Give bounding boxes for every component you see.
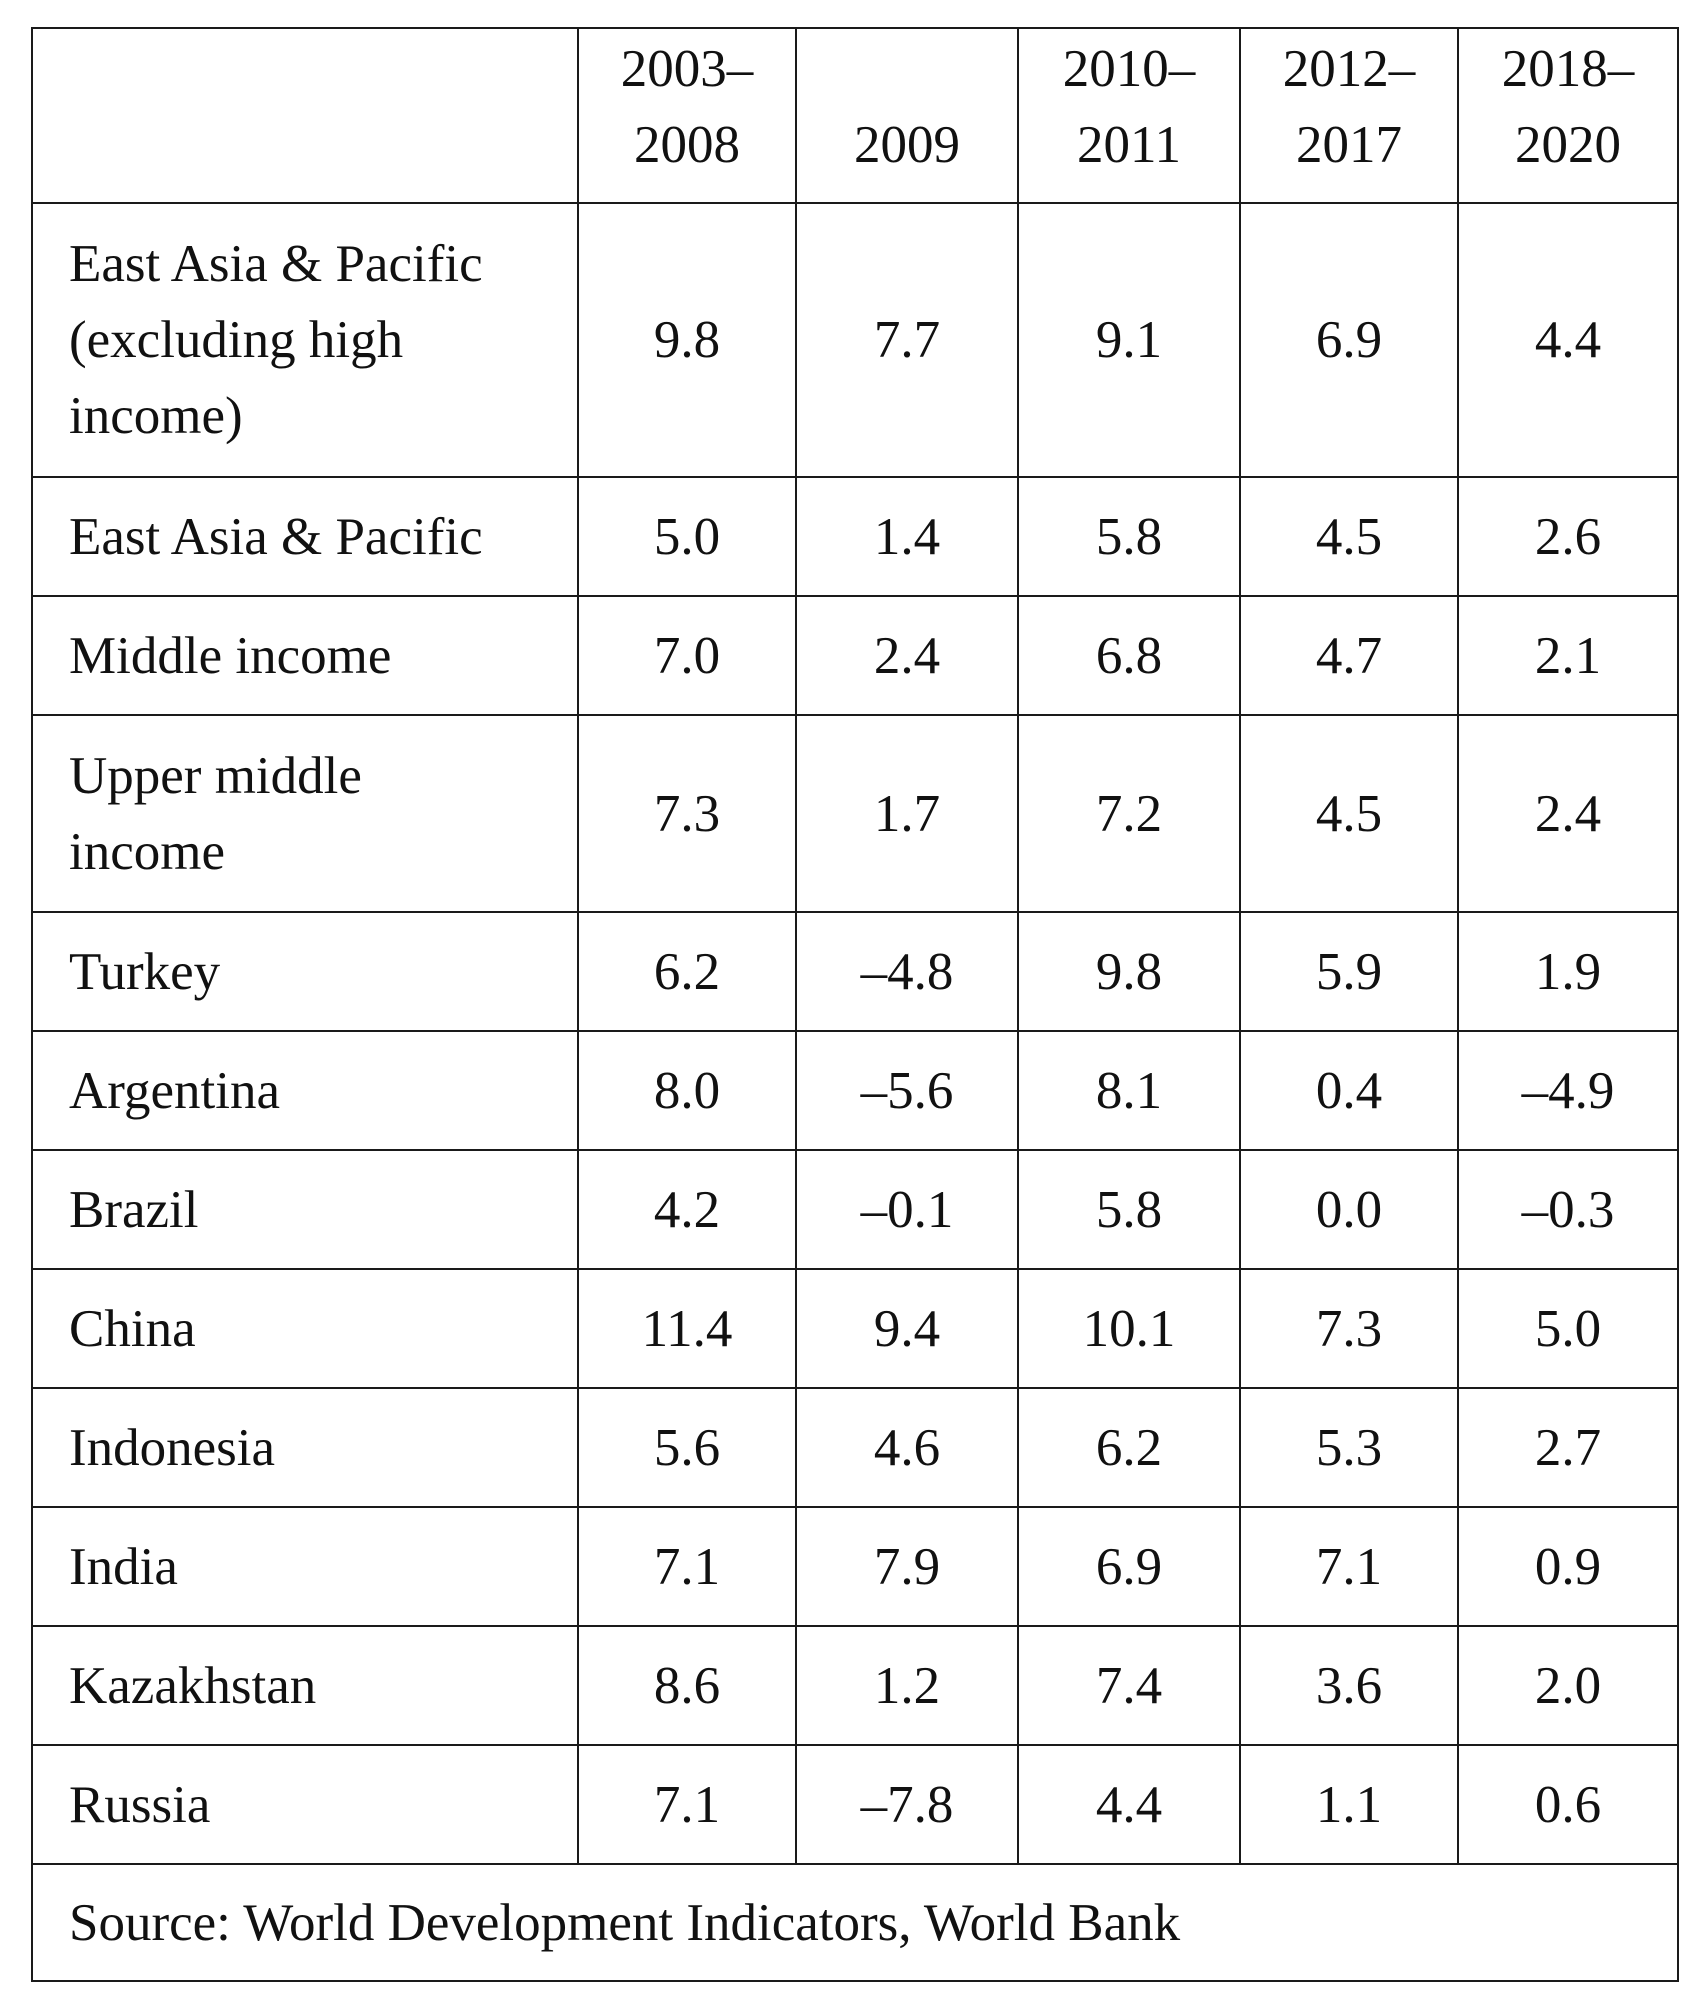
table-row (32, 596, 1678, 715)
value-cell: 2.0 (1458, 1626, 1678, 1745)
value-cell: –4.8 (796, 912, 1018, 1031)
value-cell: 8.1 (1018, 1031, 1240, 1150)
table-row (32, 203, 1678, 477)
value-cell: –7.8 (796, 1745, 1018, 1864)
table-row (32, 1388, 1678, 1507)
header-cell-2018-2020: 2018– 2020 (1458, 28, 1678, 203)
value-cell: 1.1 (1240, 1745, 1458, 1864)
value-cell: –0.3 (1458, 1150, 1678, 1269)
header-cell-2012-2017: 2012– 2017 (1240, 28, 1458, 203)
row-label: Kazakhstan (32, 1626, 578, 1745)
value-cell: 0.9 (1458, 1507, 1678, 1626)
value-cell: 5.3 (1240, 1388, 1458, 1507)
value-cell: 9.8 (578, 203, 796, 477)
value-cell: 4.2 (578, 1150, 796, 1269)
value-cell: 6.2 (1018, 1388, 1240, 1507)
row-label: East Asia & Pacific (excluding high income) (32, 203, 578, 477)
value-cell: 1.7 (796, 715, 1018, 912)
source-note: Source: World Development Indicators, World Bank (32, 1864, 1678, 1981)
value-cell: 5.0 (1458, 1269, 1678, 1388)
row-label: India (32, 1507, 578, 1626)
value-cell: 5.9 (1240, 912, 1458, 1031)
value-cell: 2.4 (796, 596, 1018, 715)
value-cell: 8.6 (578, 1626, 796, 1745)
header-cell-empty (32, 28, 578, 203)
value-cell: 7.1 (578, 1507, 796, 1626)
table-row (32, 1626, 1678, 1745)
table-row (32, 1150, 1678, 1269)
value-cell: 10.1 (1018, 1269, 1240, 1388)
header-row (32, 28, 1678, 203)
table-row (32, 1031, 1678, 1150)
row-label: Argentina (32, 1031, 578, 1150)
row-label: East Asia & Pacific (32, 477, 578, 596)
row-label: Brazil (32, 1150, 578, 1269)
value-cell: 7.2 (1018, 715, 1240, 912)
row-label: Indonesia (32, 1388, 578, 1507)
value-cell: 6.2 (578, 912, 796, 1031)
value-cell: 7.3 (578, 715, 796, 912)
value-cell: 4.6 (796, 1388, 1018, 1507)
value-cell: 3.6 (1240, 1626, 1458, 1745)
value-cell: 1.9 (1458, 912, 1678, 1031)
value-cell: 5.8 (1018, 477, 1240, 596)
value-cell: –0.1 (796, 1150, 1018, 1269)
header-cell-2010-2011: 2010– 2011 (1018, 28, 1240, 203)
value-cell: 7.4 (1018, 1626, 1240, 1745)
value-cell: 2.4 (1458, 715, 1678, 912)
gdp-growth-table (31, 27, 1679, 1982)
table-row (32, 715, 1678, 912)
value-cell: 7.3 (1240, 1269, 1458, 1388)
value-cell: 7.1 (1240, 1507, 1458, 1626)
value-cell: 0.4 (1240, 1031, 1458, 1150)
value-cell: 1.2 (796, 1626, 1018, 1745)
value-cell: 2.1 (1458, 596, 1678, 715)
value-cell: 2.7 (1458, 1388, 1678, 1507)
value-cell: 5.0 (578, 477, 796, 596)
value-cell: 9.8 (1018, 912, 1240, 1031)
value-cell: 4.4 (1458, 203, 1678, 477)
value-cell: 4.5 (1240, 477, 1458, 596)
table-row (32, 1745, 1678, 1864)
table-row (32, 1269, 1678, 1388)
value-cell: 9.1 (1018, 203, 1240, 477)
value-cell: 6.9 (1018, 1507, 1240, 1626)
row-label: Russia (32, 1745, 578, 1864)
value-cell: –4.9 (1458, 1031, 1678, 1150)
value-cell: 6.9 (1240, 203, 1458, 477)
value-cell: 5.8 (1018, 1150, 1240, 1269)
row-label: Turkey (32, 912, 578, 1031)
value-cell: –5.6 (796, 1031, 1018, 1150)
value-cell: 7.1 (578, 1745, 796, 1864)
value-cell: 6.8 (1018, 596, 1240, 715)
value-cell: 1.4 (796, 477, 1018, 596)
data-table-container (31, 27, 1679, 1982)
value-cell: 0.6 (1458, 1745, 1678, 1864)
value-cell: 7.9 (796, 1507, 1018, 1626)
header-cell-2003-2008: 2003– 2008 (578, 28, 796, 203)
value-cell: 5.6 (578, 1388, 796, 1507)
value-cell: 9.4 (796, 1269, 1018, 1388)
table-row (32, 1507, 1678, 1626)
value-cell: 0.0 (1240, 1150, 1458, 1269)
value-cell: 8.0 (578, 1031, 796, 1150)
value-cell: 2.6 (1458, 477, 1678, 596)
value-cell: 11.4 (578, 1269, 796, 1388)
value-cell: 4.5 (1240, 715, 1458, 912)
table-row (32, 477, 1678, 596)
value-cell: 7.0 (578, 596, 796, 715)
row-label: Upper middle income (32, 715, 578, 912)
header-cell-2009: 2009 (796, 28, 1018, 203)
row-label: China (32, 1269, 578, 1388)
value-cell: 4.7 (1240, 596, 1458, 715)
value-cell: 4.4 (1018, 1745, 1240, 1864)
source-row (32, 1864, 1678, 1981)
table-row (32, 912, 1678, 1031)
value-cell: 7.7 (796, 203, 1018, 477)
row-label: Middle income (32, 596, 578, 715)
